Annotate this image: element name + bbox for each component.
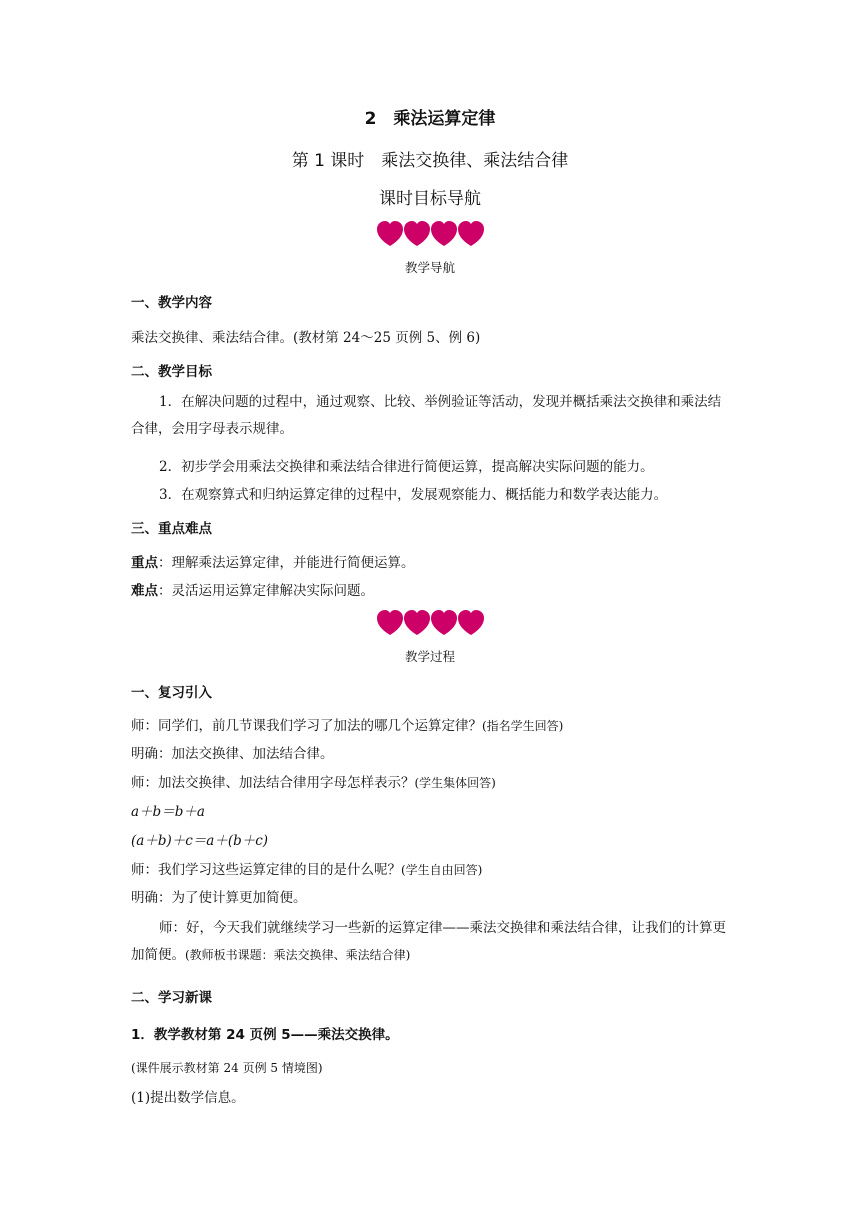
teacher-line-3-text: 师：我们学习这些运算定律的目的是什么呢？ <box>131 862 401 878</box>
teacher-line-3 <box>131 858 482 878</box>
step-1-sub: (1)提出数学信息。 <box>131 1090 245 1106</box>
key-text: ：理解乘法运算定律，并能进行简便运算。 <box>158 555 415 571</box>
step-1: 1．教学教材第 24 页例 5——乘法交换律。 <box>131 1027 399 1043</box>
clarify-line-2: 明确：为了使计算更加简便。 <box>131 890 307 906</box>
content-text: 乘法交换律、乘法结合律。(教材第 24～25 页例 5、例 6) <box>131 330 481 346</box>
formula-commutative: a＋b＝b＋a <box>131 804 205 820</box>
formula-associative: (a＋b)＋c＝a＋(b＋c) <box>131 833 269 849</box>
heart-icon <box>376 220 404 248</box>
heading-review: 一、复习引入 <box>131 685 212 701</box>
heart-icon <box>376 609 404 637</box>
goal-1: 1．在解决问题的过程中，通过观察、比较、举例验证等活动，发现并概括乘法交换律和乘法结合律，会用字母表示规律。 <box>131 394 722 437</box>
difficulty-label: 难点 <box>131 583 158 599</box>
heading-new-lesson: 二、学习新课 <box>131 990 212 1006</box>
goal-2: 2．初步学会用乘法交换律和乘法结合律进行简便运算，提高解决实际问题的能力。 <box>159 459 654 475</box>
step-1-note: (课件展示教材第 24 页例 5 情境图) <box>131 1061 323 1075</box>
heading-goals: 二、教学目标 <box>131 364 212 380</box>
teacher-line-1-text: 师：同学们，前几节课我们学习了加法的哪几个运算定律？ <box>131 718 482 734</box>
teacher-line-4 <box>131 915 729 969</box>
teacher-line-2-text: 师：加法交换律、加法结合律用字母怎样表示？ <box>131 775 415 791</box>
nav-heading: 教学导航 <box>404 260 455 275</box>
chapter-title: 2 乘法运算定律 <box>364 109 496 129</box>
lesson-title: 第 1 课时 乘法交换律、乘法结合律 <box>291 151 569 171</box>
heart-icon <box>457 220 485 248</box>
heart-icon <box>403 220 431 248</box>
goal-3: 3．在观察算式和归纳运算定律的过程中，发展观察能力、概括能力和数学表达能力。 <box>159 487 668 503</box>
key-point <box>131 551 415 571</box>
difficulty-text: ：灵活运用运算定律解决实际问题。 <box>158 583 374 599</box>
decorative-hearts-top <box>0 220 860 248</box>
teacher-line-1-note: (指名学生回答) <box>482 719 564 733</box>
teacher-line-2-note: (学生集体回答) <box>414 776 496 790</box>
decorative-hearts-bottom <box>0 609 860 637</box>
heading-key-points: 三、重点难点 <box>131 521 212 537</box>
heart-icon <box>457 609 485 637</box>
teacher-line-4-note: (教师板书课题：乘法交换律、乘法结合律) <box>185 948 411 962</box>
section-title: 课时目标导航 <box>379 189 481 209</box>
difficulty-point <box>131 579 374 599</box>
teacher-line-2 <box>131 771 496 791</box>
teacher-line-4-text: 师：好，今天我们就继续学习一些新的运算定律——乘法交换律和乘法结合律，让我们的计算更加简便。 <box>131 920 726 963</box>
teacher-line-3-note: (学生自由回答) <box>401 863 483 877</box>
key-label: 重点 <box>131 555 158 571</box>
teacher-line-1 <box>131 714 563 734</box>
heart-icon <box>403 609 431 637</box>
process-heading: 教学过程 <box>404 649 455 664</box>
heart-icon <box>430 609 458 637</box>
clarify-line-1: 明确：加法交换律、加法结合律。 <box>131 746 334 762</box>
heading-content: 一、教学内容 <box>131 295 212 311</box>
heart-icon <box>430 220 458 248</box>
